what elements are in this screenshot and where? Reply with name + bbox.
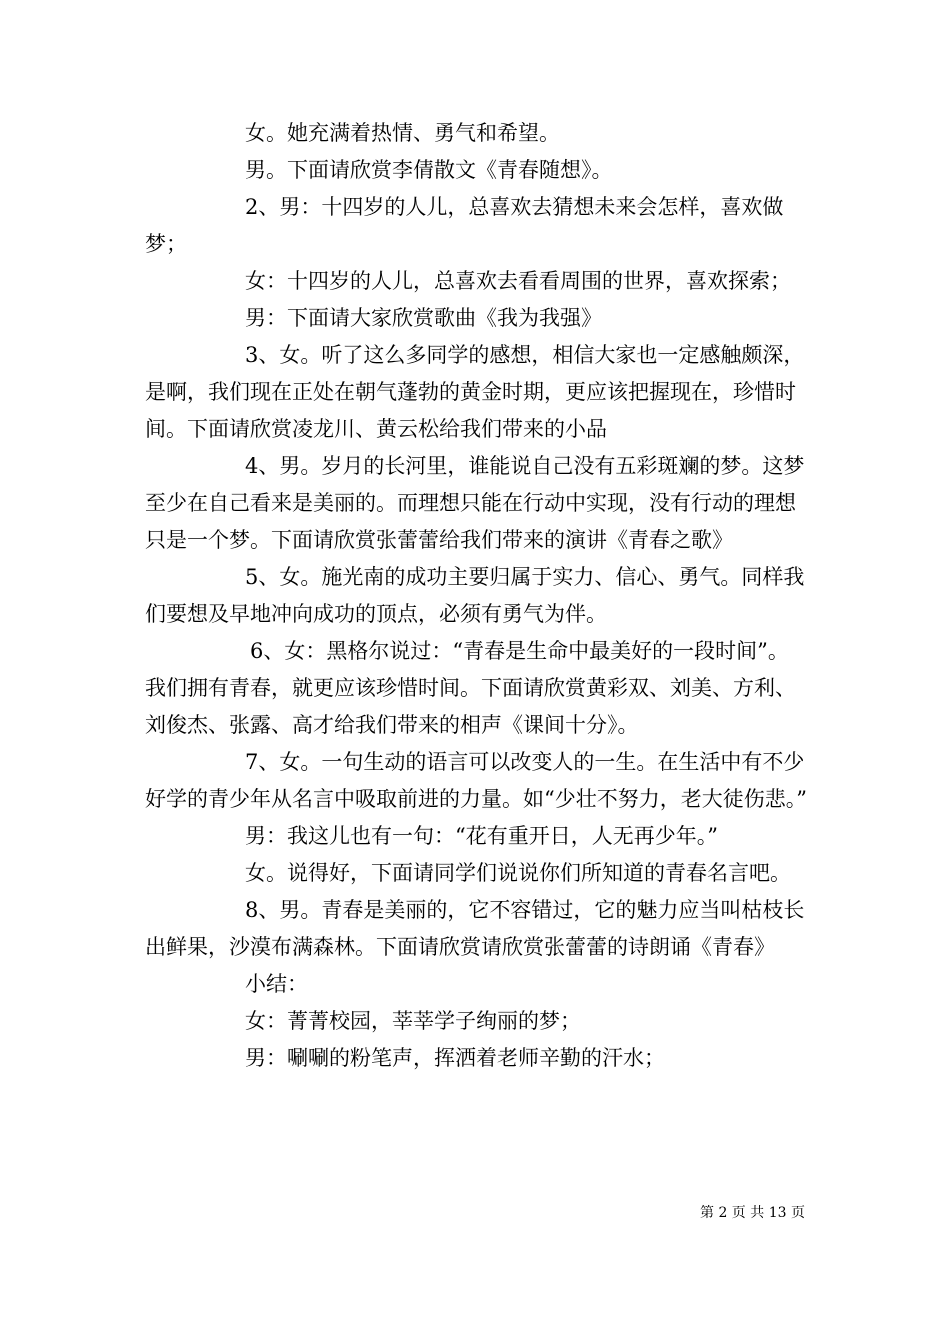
body-text — [145, 115, 807, 1077]
paragraph: 4、男。岁月的长河里，谁能说自己没有五彩斑斓的梦。这梦至少在自己看来是美丽的。而理想只能在行动中实现，没有行动的理想只是一个梦。下面请欣赏张蕾蕾给我们带来的演讲《青春之歌》 — [145, 454, 805, 552]
paragraph: 小结： — [245, 972, 308, 996]
paragraph: 男。下面请欣赏李倩散文《青春随想》。 — [245, 158, 613, 182]
paragraph: 女。她充满着热情、勇气和希望。 — [245, 121, 560, 145]
paragraph: 女：十四岁的人儿，总喜欢去看看周围的世界，喜欢探索； — [245, 269, 791, 293]
paragraph: 女。说得好，下面请同学们说说你们所知道的青春名言吧。 — [245, 861, 791, 885]
paragraph: 5、女。施光南的成功主要归属于实力、信心、勇气。同样我们要想及早地冲向成功的顶点，必须有勇气为伴。 — [145, 565, 805, 626]
paragraph: 2、男：十四岁的人儿，总喜欢去猜想未来会怎样，喜欢做梦； — [145, 195, 784, 256]
paragraph: 男：下面请大家欣赏歌曲《我为我强》 — [245, 306, 602, 330]
paragraph: 3、女。听了这么多同学的感想，相信大家也一定感触颇深，是啊，我们现在正处在朝气蓬勃的黄金时期，更应该把握现在，珍惜时间。下面请欣赏凌龙川、黄云松给我们带来的小品 — [145, 343, 805, 441]
paragraph: 7、女。一句生动的语言可以改变人的一生。在生活中有不少好学的青少年从名言中吸取前进的力量。如“少壮不努力，老大徒伤悲。” — [145, 750, 807, 811]
paragraph: 男：我这儿也有一句：“花有重开日，人无再少年。” — [245, 824, 718, 848]
page-number: 第 2 页 共 13 页 — [700, 1205, 805, 1221]
paragraph: 8、男。青春是美丽的，它不容错过，它的魅力应当叫枯枝长出鲜果，沙漠布满森林。下面请欣赏请欣赏张蕾蕾的诗朗诵《青春》 — [145, 898, 805, 959]
paragraph: 男：唰唰的粉笔声，挥洒着老师辛勤的汗水； — [245, 1046, 665, 1070]
paragraph: 6、女：黑格尔说过：“青春是生命中最美好的一段时间”。我们拥有青春，就更应该珍惜时间。下面请欣赏黄彩双、刘美、方利、刘俊杰、张露、高才给我们带来的相声《课间十分》。 — [145, 639, 796, 737]
paragraph: 女：菁菁校园，莘莘学子绚丽的梦； — [245, 1009, 581, 1033]
